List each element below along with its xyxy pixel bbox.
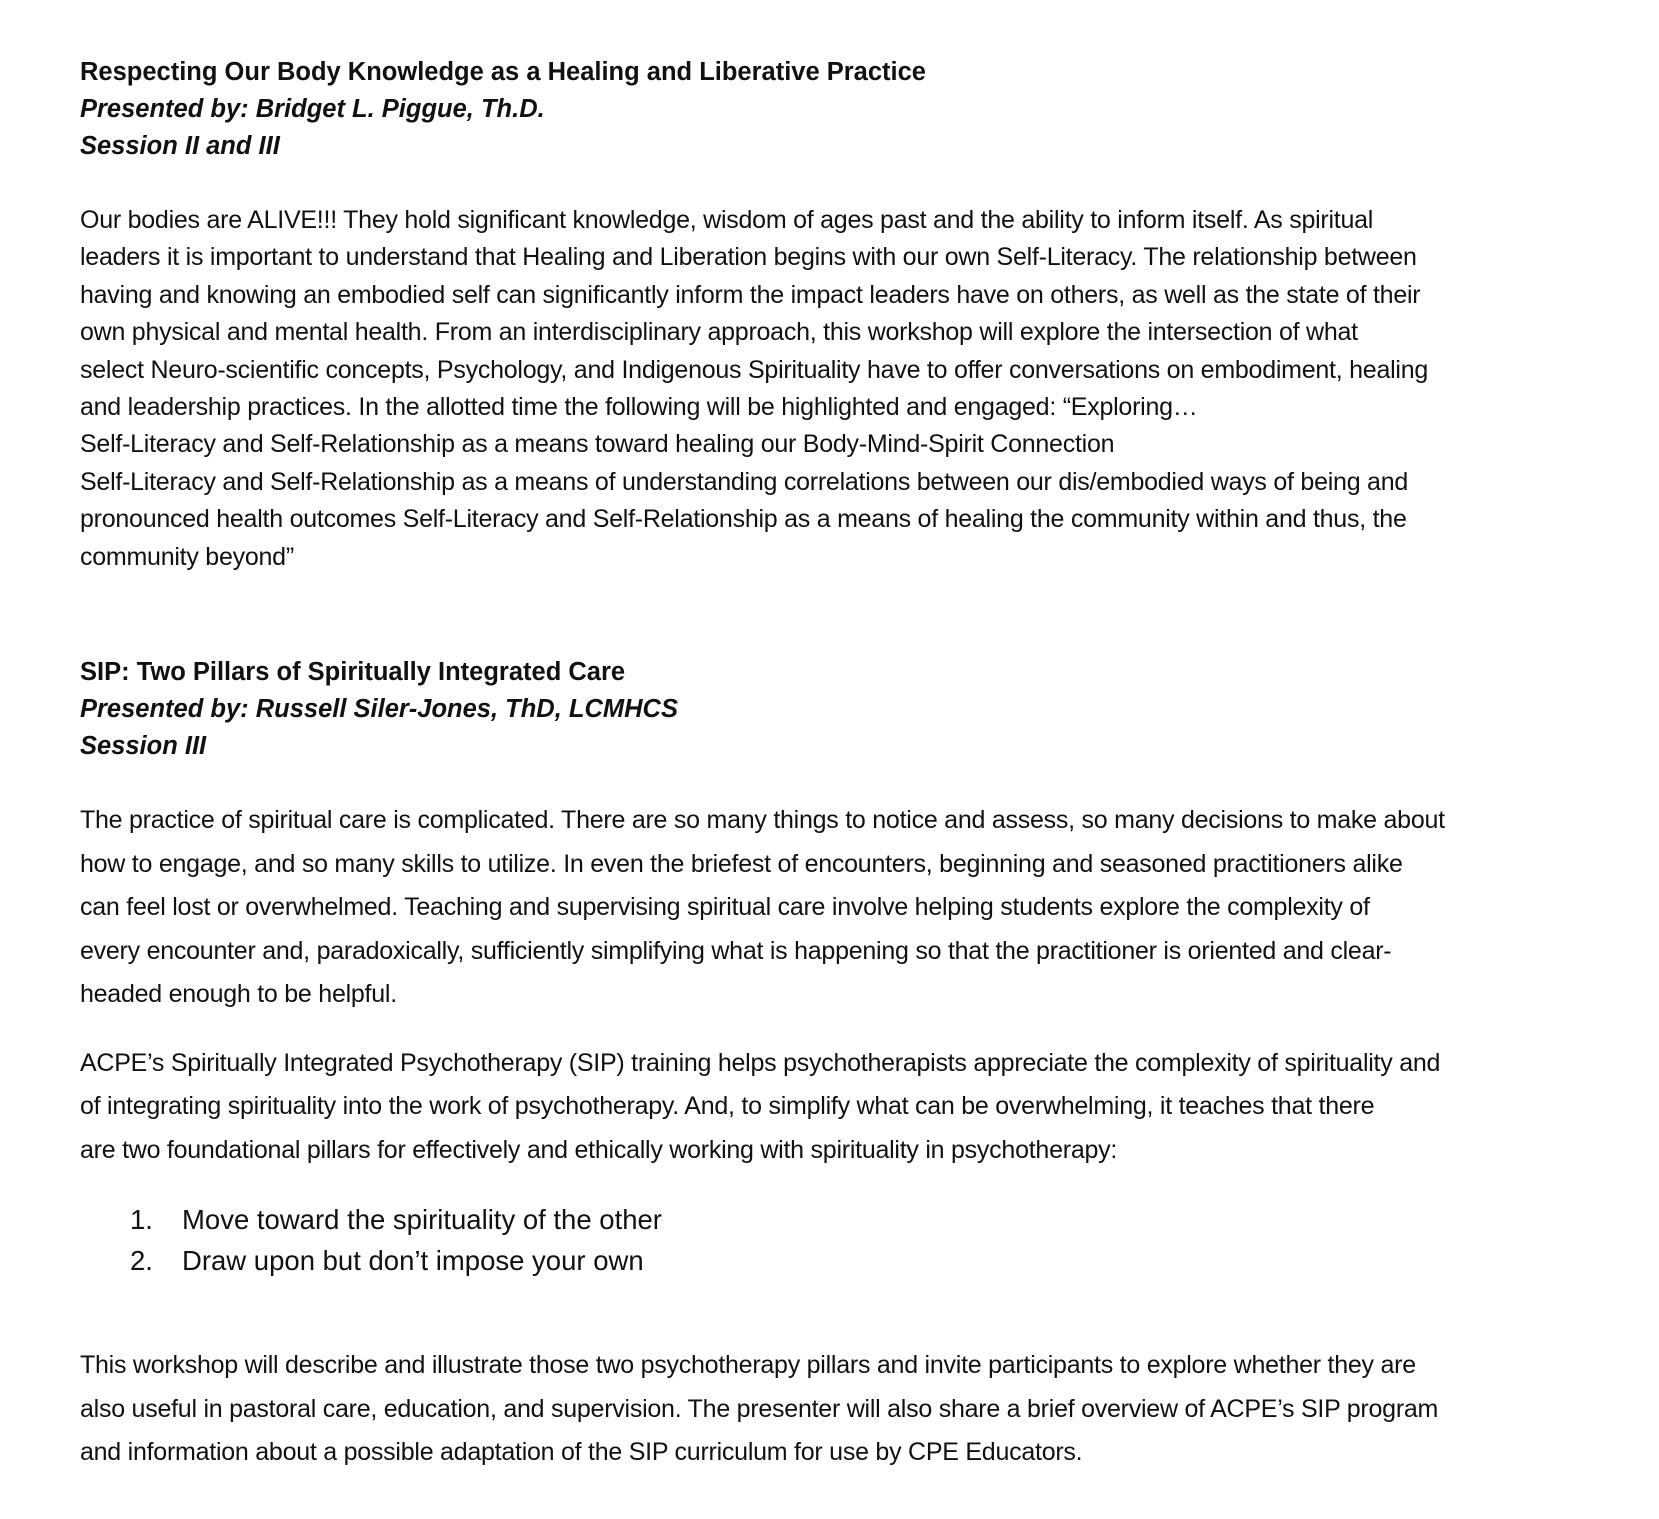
pillars-list	[80, 1199, 1650, 1281]
description-line: headed enough to be helpful.	[80, 980, 397, 1009]
workshop-section-body-knowledge	[80, 54, 1650, 576]
description-paragraph-acpe	[80, 1042, 1650, 1173]
workshop-description	[80, 202, 1650, 576]
description-line: also useful in pastoral care, education, and supervision. The presenter will also share a brief overview of ACPE’s SIP program	[80, 1394, 1439, 1423]
description-line: are two foundational pillars for effectively and ethically working with spirituality in psychotherapy:	[80, 1135, 1118, 1164]
description-line: how to engage, and so many skills to utilize. In even the briefest of encounters, beginning and seasoned practitioners alike	[80, 849, 1403, 878]
description-line: Our bodies are ALIVE!!! They hold significant knowledge, wisdom of ages past and the ability to inform itself. As spiritual	[80, 206, 1374, 234]
description-line: leaders it is important to understand that Healing and Liberation begins with our own Self-Literacy. The relationship between	[80, 243, 1417, 272]
document-page	[80, 54, 1650, 1475]
description-line: of integrating spirituality into the work of psychotherapy. And, to simplify what can be overwhelming, it teaches that there	[80, 1092, 1375, 1121]
list-item	[80, 1199, 1650, 1240]
description-line: own physical and mental health. From an interdisciplinary approach, this workshop will explore the intersection of what	[80, 318, 1358, 347]
description-paragraph-practice	[80, 799, 1650, 1017]
workshop-section-sip	[80, 654, 1650, 1475]
presenter-line: Presented by: Bridget L. Piggue, Th.D.	[80, 95, 545, 123]
description-line: ACPE’s Spiritually Integrated Psychotherapy (SIP) training helps psychotherapists appreciate the complexity of spirituality and	[80, 1048, 1441, 1077]
list-number: 2.	[130, 1245, 153, 1277]
description-paragraph-workshop	[80, 1344, 1650, 1475]
description-line: select Neuro-scientific concepts, Psychology, and Indigenous Spirituality have to offer conversations on embodiment, healing	[80, 355, 1429, 384]
list-item-text: Draw upon but don’t impose your own	[182, 1245, 644, 1277]
description-line: and information about a possible adaptation of the SIP curriculum for use by CPE Educators.	[80, 1438, 1083, 1467]
description-line: pronounced health outcomes Self-Literacy and Self-Relationship as a means of healing the community within and thus, the	[80, 505, 1407, 534]
description-line: and leadership practices. In the allotted time the following will be highlighted and engaged: “Exploring…	[80, 393, 1198, 422]
description-line: can feel lost or overwhelmed. Teaching and supervising spiritual care involve helping students explore the complexity of	[80, 893, 1370, 922]
description-line: every encounter and, paradoxically, sufficiently simplifying what is happening so that the practitioner is oriented and clear-	[80, 936, 1392, 965]
list-item-text: Move toward the spirituality of the other	[182, 1204, 662, 1236]
description-line: Self-Literacy and Self-Relationship as a means toward healing our Body-Mind-Spirit Connection	[80, 430, 1115, 459]
description-line: This workshop will describe and illustrate those two psychotherapy pillars and invite participants to explore whether they are	[80, 1351, 1416, 1380]
description-line: community beyond”	[80, 542, 294, 571]
list-number: 1.	[130, 1204, 153, 1236]
presenter-line: Presented by: Russell Siler-Jones, ThD, LCMHCS	[80, 695, 678, 724]
workshop-title: Respecting Our Body Knowledge as a Healing and Liberative Practice	[80, 58, 926, 86]
description-line: The practice of spiritual care is complicated. There are so many things to notice and assess, so many decisions to make about	[80, 806, 1445, 835]
description-line: Self-Literacy and Self-Relationship as a means of understanding correlations between our dis/embodied ways of being and	[80, 467, 1409, 496]
session-line: Session III	[80, 732, 207, 761]
description-line: having and knowing an embodied self can significantly inform the impact leaders have on others, as well as the state of their	[80, 280, 1421, 309]
workshop-title: SIP: Two Pillars of Spiritually Integrated Care	[80, 658, 626, 687]
list-item	[80, 1240, 1650, 1281]
session-line: Session II and III	[80, 132, 280, 160]
